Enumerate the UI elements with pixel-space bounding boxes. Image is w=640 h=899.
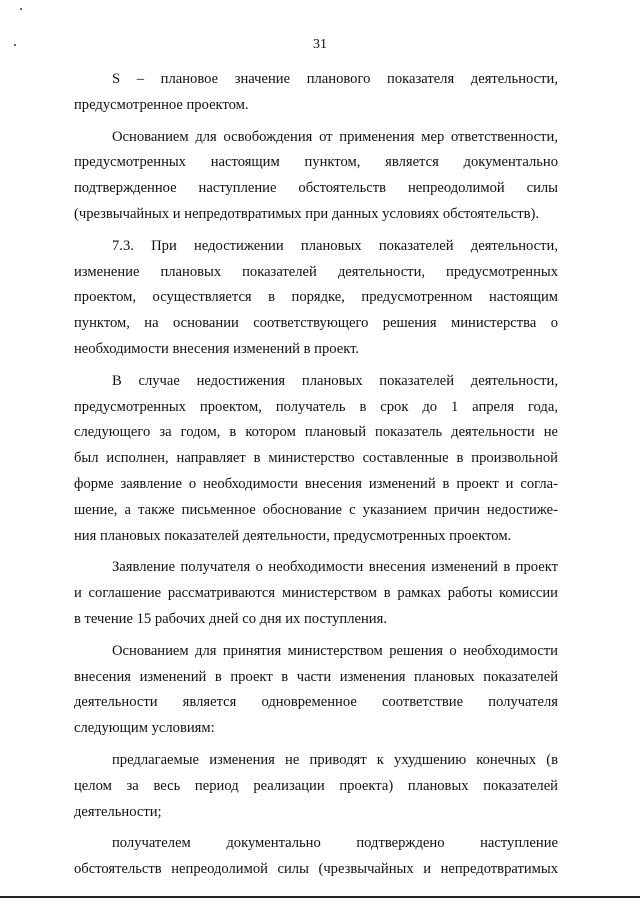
text-line: 7.3. При недостижении плановых показателей деятельности, <box>112 237 558 254</box>
page-number: 31 <box>313 37 327 52</box>
document-body <box>74 67 558 889</box>
paragraph <box>74 67 558 119</box>
paragraph <box>74 555 558 632</box>
text-line: получателем документально подтверждено наступление <box>112 835 558 852</box>
text-line: Основанием для освобождения от применения мер ответственности, <box>112 128 558 145</box>
text-line: следующим условиям: <box>74 720 215 737</box>
text-line: и соглашение рассматриваются министерством в рамках работы комиссии <box>74 585 558 602</box>
paragraph <box>74 639 558 742</box>
text-line: ния плановых показателей деятельности, предусмотренных проектом. <box>74 527 512 544</box>
text-line: деятельности; <box>74 803 162 820</box>
text-line: предусмотренных настоящим пунктом, является документально <box>74 154 558 171</box>
text-line: был исполнен, направляет в министерство составленные в произвольной <box>74 450 558 467</box>
text-line: В случае недостижения плановых показателей деятельности, <box>112 372 558 389</box>
text-line: в течение 15 рабочих дней со дня их поступления. <box>74 610 387 627</box>
text-line: внесения изменений в проект в части изменения плановых показателей <box>74 668 558 685</box>
text-line: Заявление получателя о необходимости внесения изменений в проект <box>112 559 558 576</box>
paragraph <box>74 234 558 363</box>
text-line: Основанием для принятия министерством решения о необходимости <box>112 642 558 659</box>
text-line: S – плановое значение планового показателя деятельности, <box>112 71 558 87</box>
paragraph <box>74 831 558 883</box>
text-line: подтвержденное наступление обстоятельств непреодолимой силы <box>74 180 558 197</box>
text-line: пунктом, на основании соответствующего решения министерства о <box>74 315 558 332</box>
text-line: предлагаемые изменения не приводят к ухудшению конечных (в <box>112 751 558 768</box>
text-line: шение, а также письменное обоснование с указанием причин недостиже- <box>74 501 558 518</box>
paragraph <box>74 125 558 228</box>
text-line: целом за весь период реализации проекта) плановых показателей <box>74 777 558 794</box>
text-line: следующего за годом, в котором плановый показатель деятельности не <box>74 424 558 441</box>
text-line: форме заявление о необходимости внесения изменений в проект и согла- <box>74 475 558 492</box>
text-line: предусмотренных проектом, получатель в срок до 1 апреля года, <box>74 398 558 415</box>
text-line: обстоятельств непреодолимой силы (чрезвычайных и непредотвратимых <box>74 861 558 878</box>
paragraph <box>74 748 558 825</box>
text-line: необходимости внесения изменений в проект. <box>74 340 360 357</box>
text-line: (чрезвычайных и непредотвратимых при данных условиях обстоятельств). <box>74 205 540 222</box>
page-edge-line <box>0 896 640 898</box>
text-line: изменение плановых показателей деятельности, предусмотренных <box>74 263 558 280</box>
paragraph <box>74 369 558 550</box>
text-line: проектом, осуществляется в порядке, предусмотренном настоящим <box>74 289 558 306</box>
text-line: деятельности является одновременное соответствие получателя <box>74 694 558 711</box>
scan-speck <box>20 8 22 10</box>
text-line: предусмотренное проектом. <box>74 96 249 113</box>
